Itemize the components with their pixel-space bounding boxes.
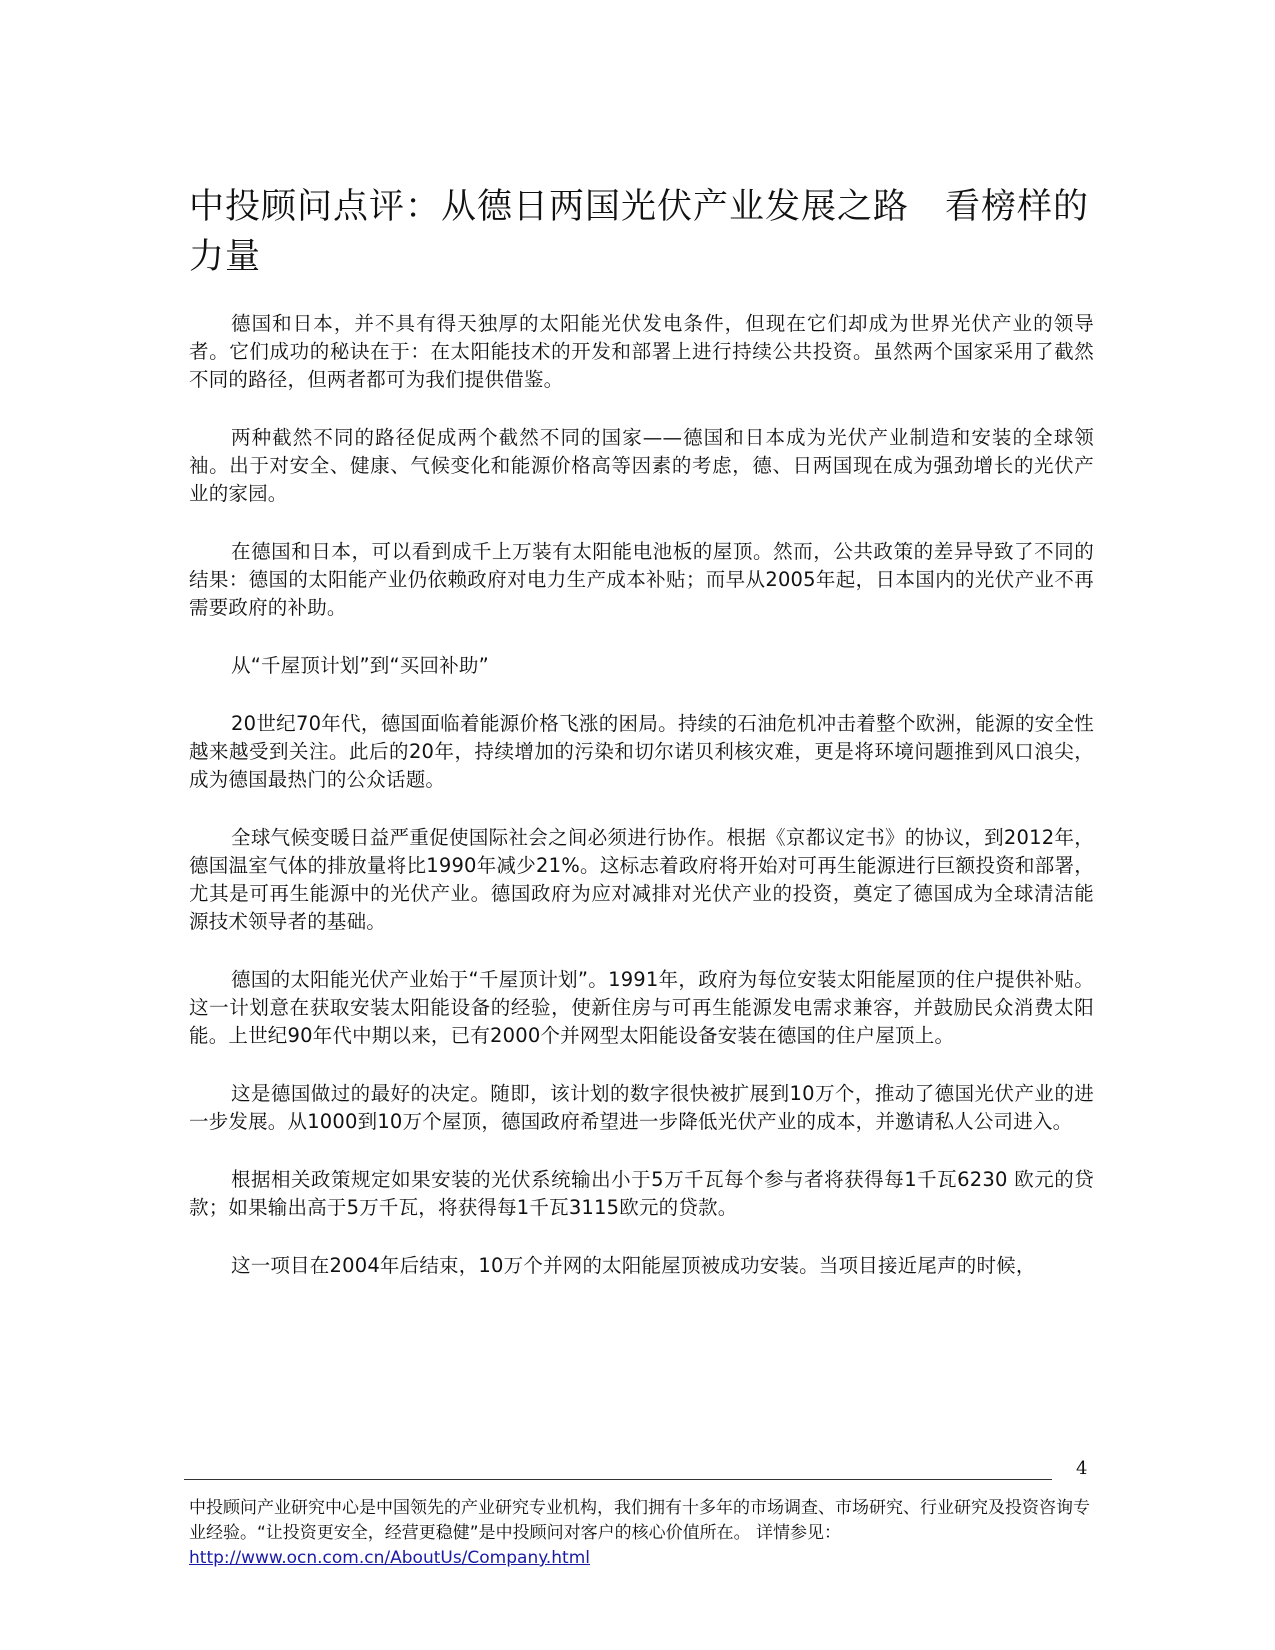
paragraph: 根据相关政策规定如果安装的光伏系统输出小于5万千瓦每个参与者将获得每1千瓦6230 欧元的贷款；如果输出高于5万千瓦，将获得每1千瓦3115欧元的贷款。 [189,1168,1094,1219]
footer-divider [184,1479,1052,1480]
paragraph: 全球气候变暖日益严重促使国际社会之间必须进行协作。根据《京都议定书》的协议，到2012年，德国温室气体的排放量将比1990年减少21%。这标志着政府将开始对可再生能源进行巨额投资和部署，尤其是可再生能源中的光伏产业。德国政府为应对减排对光伏产业的投资，奠定了德国成为全球清洁能源技术领导者的基础。 [189,826,1094,933]
paragraph: 这一项目在2004年后结束，10万个并网的太阳能屋顶被成功安装。当项目接近尾声的时候， [231,1254,1036,1277]
page-number: 4 [1076,1458,1088,1479]
document-title: 中投顾问点评：从德日两国光伏产业发展之路 看榜样的力量 [189,187,1090,277]
footer-text: 中投顾问产业研究中心是中国领先的产业研究专业机构，我们拥有十多年的市场调查、市场研究、行业研究及投资咨询专业经验。“让投资更安全，经营更稳健”是中投顾问对客户的核心价值所在。 详情参见： [189,1498,1090,1543]
paragraph: 在德国和日本，可以看到成千上万装有太阳能电池板的屋顶。然而，公共政策的差异导致了不同的结果：德国的太阳能产业仍依赖政府对电力生产成本补贴；而早从2005年起，日本国内的光伏产业不再需要政府的补助。 [189,540,1094,619]
paragraph: 德国的太阳能光伏产业始于“千屋顶计划”。1991年，政府为每位安装太阳能屋顶的住户提供补贴。这一计划意在获取安装太阳能设备的经验，使新住房与可再生能源发电需求兼容，并鼓励民众消费太阳能。上世纪90年代中期以来，已有2000个并网型太阳能设备安装在德国的住户屋顶上。 [189,968,1094,1047]
paragraph: 两种截然不同的路径促成两个截然不同的国家——德国和日本成为光伏产业制造和安装的全球领袖。出于对安全、健康、气候变化和能源价格高等因素的考虑，德、日两国现在成为强劲增长的光伏产业的家园。 [189,426,1094,505]
section-heading: 从“千屋顶计划”到“买回补助” [231,654,489,677]
page-footer [189,1496,1094,1571]
paragraph: 这是德国做过的最好的决定。随即，该计划的数字很快被扩展到10万个，推动了德国光伏产业的进一步发展。从1000到10万个屋顶，德国政府希望进一步降低光伏产业的成本，并邀请私人公司进入。 [189,1082,1094,1133]
paragraph: 20世纪70年代，德国面临着能源价格飞涨的困局。持续的石油危机冲击着整个欧洲，能源的安全性越来越受到关注。此后的20年，持续增加的污染和切尔诺贝利核灾难，更是将环境问题推到风口浪尖，成为德国最热门的公众话题。 [189,712,1094,791]
document-body [189,310,1094,1310]
footer-link[interactable]: http://www.ocn.com.cn/AboutUs/Company.html [189,1548,590,1568]
paragraph: 德国和日本，并不具有得天独厚的太阳能光伏发电条件，但现在它们却成为世界光伏产业的领导者。它们成功的秘诀在于：在太阳能技术的开发和部署上进行持续公共投资。虽然两个国家采用了截然不同的路径，但两者都可为我们提供借鉴。 [189,312,1094,391]
